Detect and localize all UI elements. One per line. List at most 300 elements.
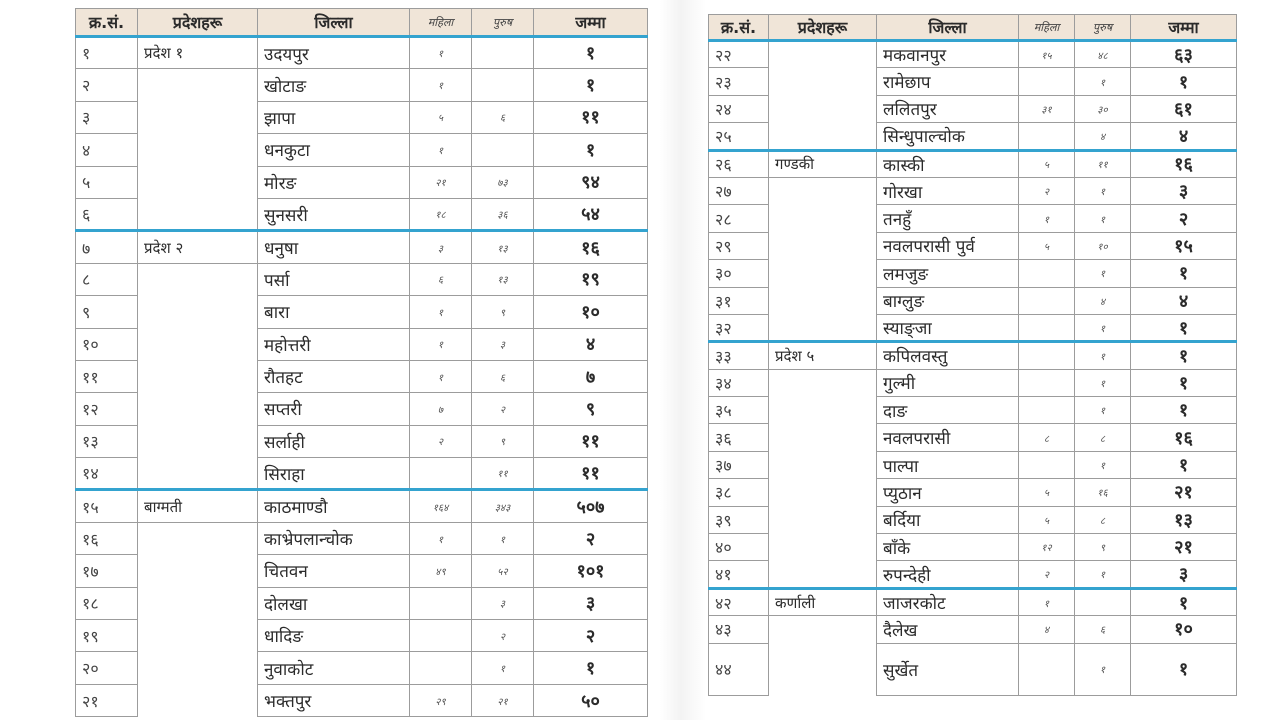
serial-number-cell: २०: [76, 652, 138, 684]
female-count-cell: २: [410, 425, 472, 457]
province-cell: [138, 587, 258, 619]
table-row: [76, 555, 648, 587]
district-cell: खोटाङ: [258, 69, 410, 101]
female-count-cell: १५: [1019, 41, 1075, 68]
total-count-cell: १: [1131, 588, 1237, 615]
female-count-cell: [1019, 123, 1075, 150]
serial-number-cell: ४२: [709, 588, 769, 615]
male-count-cell: ८: [1075, 506, 1131, 533]
serial-number-cell: ३६: [709, 424, 769, 451]
female-count-cell: १: [410, 522, 472, 554]
total-count-cell: ५०: [534, 684, 648, 716]
district-cell: पाल्पा: [877, 451, 1019, 478]
table-row: [709, 95, 1237, 122]
table-row: [709, 68, 1237, 95]
serial-number-cell: ३०: [709, 260, 769, 287]
female-count-cell: [1019, 369, 1075, 396]
female-count-cell: [1019, 451, 1075, 478]
female-count-cell: [1019, 260, 1075, 287]
serial-number-cell: १२: [76, 393, 138, 425]
header-total: जम्मा: [534, 9, 648, 37]
total-count-cell: १०१: [534, 555, 648, 587]
serial-number-cell: ७: [76, 231, 138, 263]
serial-number-cell: ४४: [709, 643, 769, 695]
total-count-cell: १: [534, 652, 648, 684]
male-count-cell: १६: [1075, 479, 1131, 506]
province-cell: [769, 95, 877, 122]
serial-number-cell: २७: [709, 177, 769, 204]
district-cell: रौतहट: [258, 360, 410, 392]
header-male: पुरुष: [472, 9, 534, 37]
header-district: जिल्ला: [258, 9, 410, 37]
total-count-cell: १: [1131, 451, 1237, 478]
male-count-cell: १: [1075, 314, 1131, 341]
district-cell: महोत्तरी: [258, 328, 410, 360]
female-count-cell: [1019, 342, 1075, 369]
table-row: [709, 205, 1237, 232]
male-count-cell: [472, 37, 534, 69]
male-count-cell: १: [1075, 561, 1131, 588]
male-count-cell: ८: [1075, 424, 1131, 451]
province-cell: [138, 620, 258, 652]
male-count-cell: २: [472, 393, 534, 425]
district-cell: सुर्खेत: [877, 643, 1019, 695]
table-header-row: [709, 15, 1237, 41]
serial-number-cell: १६: [76, 522, 138, 554]
province-cell: [138, 328, 258, 360]
female-count-cell: [1019, 397, 1075, 424]
district-cell: बाँके: [877, 534, 1019, 561]
female-count-cell: १: [410, 296, 472, 328]
total-count-cell: ११: [534, 101, 648, 133]
serial-number-cell: ३९: [709, 506, 769, 533]
female-count-cell: १: [410, 37, 472, 69]
total-count-cell: २: [534, 522, 648, 554]
total-count-cell: १३: [1131, 506, 1237, 533]
total-count-cell: १: [1131, 643, 1237, 695]
female-count-cell: [410, 652, 472, 684]
female-count-cell: ५: [1019, 150, 1075, 177]
male-count-cell: १: [1075, 397, 1131, 424]
table-row: [709, 424, 1237, 451]
header-province: प्रदेशहरू: [769, 15, 877, 41]
province-cell: [769, 314, 877, 341]
header-sn: क्र.सं.: [709, 15, 769, 41]
female-count-cell: १२: [1019, 534, 1075, 561]
serial-number-cell: १: [76, 37, 138, 69]
province-cell: प्रदेश २: [138, 231, 258, 263]
header-male: पुरुष: [1075, 15, 1131, 41]
province-cell: [769, 643, 877, 695]
district-cell: कपिलवस्तु: [877, 342, 1019, 369]
serial-number-cell: ४१: [709, 561, 769, 588]
total-count-cell: ९४: [534, 166, 648, 198]
table-row: [709, 588, 1237, 615]
serial-number-cell: ६: [76, 198, 138, 230]
province-cell: [769, 561, 877, 588]
total-count-cell: १: [534, 37, 648, 69]
district-cell: कास्की: [877, 150, 1019, 177]
female-count-cell: ५: [410, 101, 472, 133]
header-female: महिला: [410, 9, 472, 37]
total-count-cell: १: [1131, 369, 1237, 396]
male-count-cell: १: [1075, 342, 1131, 369]
total-count-cell: १: [1131, 314, 1237, 341]
province-cell: [769, 424, 877, 451]
male-count-cell: ६: [1075, 616, 1131, 643]
table-row: [709, 616, 1237, 643]
province-cell: [769, 41, 877, 68]
header-total: जम्मा: [1131, 15, 1237, 41]
district-cell: सर्लाही: [258, 425, 410, 457]
total-count-cell: १६: [1131, 424, 1237, 451]
province-cell: [138, 555, 258, 587]
province-cell: [138, 360, 258, 392]
total-count-cell: ११: [534, 425, 648, 457]
district-cell: बर्दिया: [877, 506, 1019, 533]
serial-number-cell: ८: [76, 263, 138, 295]
district-cell: दोलखा: [258, 587, 410, 619]
male-count-cell: ६: [472, 360, 534, 392]
district-cell: बारा: [258, 296, 410, 328]
district-cell: गुल्मी: [877, 369, 1019, 396]
male-count-cell: [472, 69, 534, 101]
total-count-cell: ५०७: [534, 490, 648, 522]
serial-number-cell: ४०: [709, 534, 769, 561]
district-cell: तनहुँ: [877, 205, 1019, 232]
female-count-cell: ७: [410, 393, 472, 425]
female-count-cell: ५: [1019, 479, 1075, 506]
total-count-cell: ६३: [1131, 41, 1237, 68]
total-count-cell: ४: [1131, 287, 1237, 314]
district-cell: चितवन: [258, 555, 410, 587]
district-cell: गोरखा: [877, 177, 1019, 204]
male-count-cell: १: [1075, 451, 1131, 478]
district-table-right: [708, 14, 1237, 696]
total-count-cell: १६: [534, 231, 648, 263]
serial-number-cell: ४: [76, 134, 138, 166]
female-count-cell: २१: [410, 166, 472, 198]
table-row: [709, 397, 1237, 424]
male-count-cell: ३०: [1075, 95, 1131, 122]
total-count-cell: ४: [534, 328, 648, 360]
province-cell: [138, 69, 258, 101]
table-row: [76, 101, 648, 133]
table-row: [76, 587, 648, 619]
serial-number-cell: २२: [709, 41, 769, 68]
district-cell: प्युठान: [877, 479, 1019, 506]
province-cell: [769, 123, 877, 150]
province-cell: [138, 425, 258, 457]
province-cell: [138, 101, 258, 133]
table-row: [76, 393, 648, 425]
serial-number-cell: ३: [76, 101, 138, 133]
female-count-cell: [1019, 287, 1075, 314]
table-row: [76, 328, 648, 360]
male-count-cell: ४: [1075, 287, 1131, 314]
district-cell: रामेछाप: [877, 68, 1019, 95]
serial-number-cell: ३५: [709, 397, 769, 424]
serial-number-cell: १९: [76, 620, 138, 652]
total-count-cell: २१: [1131, 534, 1237, 561]
province-cell: [769, 534, 877, 561]
district-cell: पर्सा: [258, 263, 410, 295]
female-count-cell: [1019, 643, 1075, 695]
total-count-cell: ९: [534, 393, 648, 425]
province-cell: [769, 205, 877, 232]
table-row: [709, 534, 1237, 561]
female-count-cell: १: [1019, 205, 1075, 232]
province-cell: [769, 68, 877, 95]
female-count-cell: ३: [410, 231, 472, 263]
serial-number-cell: ३४: [709, 369, 769, 396]
total-count-cell: ४: [1131, 123, 1237, 150]
table-row: [709, 479, 1237, 506]
table-row: [76, 425, 648, 457]
serial-number-cell: १४: [76, 458, 138, 490]
province-cell: [138, 166, 258, 198]
table-row: [76, 522, 648, 554]
male-count-cell: ३४३: [472, 490, 534, 522]
province-cell: [138, 134, 258, 166]
serial-number-cell: २९: [709, 232, 769, 259]
total-count-cell: २: [1131, 205, 1237, 232]
male-count-cell: १३: [472, 231, 534, 263]
serial-number-cell: २४: [709, 95, 769, 122]
province-cell: गण्डकी: [769, 150, 877, 177]
male-count-cell: १: [1075, 369, 1131, 396]
serial-number-cell: ११: [76, 360, 138, 392]
province-cell: [138, 198, 258, 230]
table-row: [76, 134, 648, 166]
district-cell: दाङ: [877, 397, 1019, 424]
district-cell: मोरङ: [258, 166, 410, 198]
district-cell: नुवाकोट: [258, 652, 410, 684]
total-count-cell: ३: [534, 587, 648, 619]
serial-number-cell: २१: [76, 684, 138, 716]
district-cell: धनकुटा: [258, 134, 410, 166]
table-row: [76, 684, 648, 716]
male-count-cell: ३: [472, 587, 534, 619]
female-count-cell: १: [410, 134, 472, 166]
district-table-left: [75, 8, 648, 717]
table-row: [76, 652, 648, 684]
district-cell: धादिङ: [258, 620, 410, 652]
female-count-cell: [1019, 68, 1075, 95]
serial-number-cell: ३२: [709, 314, 769, 341]
district-cell: झापा: [258, 101, 410, 133]
province-cell: [138, 522, 258, 554]
male-count-cell: [1075, 588, 1131, 615]
male-count-cell: [472, 134, 534, 166]
serial-number-cell: २८: [709, 205, 769, 232]
serial-number-cell: १३: [76, 425, 138, 457]
serial-number-cell: ५: [76, 166, 138, 198]
province-cell: [138, 263, 258, 295]
header-province: प्रदेशहरू: [138, 9, 258, 37]
total-count-cell: ७: [534, 360, 648, 392]
female-count-cell: १: [410, 360, 472, 392]
serial-number-cell: १५: [76, 490, 138, 522]
male-count-cell: ३६: [472, 198, 534, 230]
table-row: [709, 177, 1237, 204]
male-count-cell: १: [1075, 177, 1131, 204]
total-count-cell: १९: [534, 263, 648, 295]
total-count-cell: १: [534, 69, 648, 101]
district-cell: मकवानपुर: [877, 41, 1019, 68]
serial-number-cell: २: [76, 69, 138, 101]
table-row: [709, 451, 1237, 478]
male-count-cell: ९: [472, 425, 534, 457]
province-cell: [769, 232, 877, 259]
total-count-cell: १: [534, 134, 648, 166]
province-cell: कर्णाली: [769, 588, 877, 615]
header-female: महिला: [1019, 15, 1075, 41]
district-cell: स्याङ्जा: [877, 314, 1019, 341]
district-cell: बाग्लुङ: [877, 287, 1019, 314]
table-row: [76, 360, 648, 392]
province-cell: [769, 369, 877, 396]
table-row: [76, 458, 648, 490]
district-cell: नवलपरासी पुर्व: [877, 232, 1019, 259]
province-cell: [138, 296, 258, 328]
female-count-cell: १: [410, 69, 472, 101]
total-count-cell: ३: [1131, 177, 1237, 204]
serial-number-cell: १०: [76, 328, 138, 360]
female-count-cell: २: [1019, 561, 1075, 588]
district-cell: सप्तरी: [258, 393, 410, 425]
page-gutter: [660, 0, 706, 720]
table-row: [76, 490, 648, 522]
table-row: [709, 342, 1237, 369]
total-count-cell: १०: [534, 296, 648, 328]
male-count-cell: १: [1075, 643, 1131, 695]
female-count-cell: ५: [1019, 232, 1075, 259]
district-cell: धनुषा: [258, 231, 410, 263]
province-cell: [138, 393, 258, 425]
male-count-cell: ७३: [472, 166, 534, 198]
serial-number-cell: ३७: [709, 451, 769, 478]
table-row: [709, 123, 1237, 150]
female-count-cell: ३१: [1019, 95, 1075, 122]
female-count-cell: ४: [1019, 616, 1075, 643]
total-count-cell: १: [1131, 260, 1237, 287]
table-row: [709, 314, 1237, 341]
table-row: [709, 643, 1237, 695]
female-count-cell: २९: [410, 684, 472, 716]
table-row: [76, 69, 648, 101]
province-cell: [769, 177, 877, 204]
table-row: [76, 198, 648, 230]
table-row: [709, 506, 1237, 533]
province-cell: बाग्मती: [138, 490, 258, 522]
district-cell: सिराहा: [258, 458, 410, 490]
serial-number-cell: १७: [76, 555, 138, 587]
male-count-cell: ४: [1075, 123, 1131, 150]
total-count-cell: १: [1131, 397, 1237, 424]
province-cell: [138, 684, 258, 716]
table-row: [76, 166, 648, 198]
female-count-cell: [410, 587, 472, 619]
table-header-row: [76, 9, 648, 37]
female-count-cell: [1019, 314, 1075, 341]
male-count-cell: १: [1075, 68, 1131, 95]
province-cell: [769, 506, 877, 533]
female-count-cell: ५: [1019, 506, 1075, 533]
district-cell: काभ्रेपलान्चोक: [258, 522, 410, 554]
male-count-cell: २: [472, 620, 534, 652]
female-count-cell: २: [1019, 177, 1075, 204]
serial-number-cell: १८: [76, 587, 138, 619]
table-row: [709, 287, 1237, 314]
district-cell: ललितपुर: [877, 95, 1019, 122]
male-count-cell: ११: [1075, 150, 1131, 177]
male-count-cell: १: [472, 652, 534, 684]
province-cell: प्रदेश ५: [769, 342, 877, 369]
total-count-cell: ५४: [534, 198, 648, 230]
male-count-cell: १: [1075, 205, 1131, 232]
male-count-cell: ९: [1075, 534, 1131, 561]
total-count-cell: १: [1131, 68, 1237, 95]
female-count-cell: १६४: [410, 490, 472, 522]
province-cell: [138, 458, 258, 490]
table-row: [76, 231, 648, 263]
province-cell: [769, 287, 877, 314]
female-count-cell: [410, 620, 472, 652]
serial-number-cell: २५: [709, 123, 769, 150]
province-cell: [769, 616, 877, 643]
total-count-cell: ३: [1131, 561, 1237, 588]
total-count-cell: २: [534, 620, 648, 652]
province-cell: प्रदेश १: [138, 37, 258, 69]
province-cell: [769, 479, 877, 506]
serial-number-cell: ४३: [709, 616, 769, 643]
male-count-cell: १०: [1075, 232, 1131, 259]
total-count-cell: १: [1131, 342, 1237, 369]
header-sn: क्र.सं.: [76, 9, 138, 37]
table-row: [709, 41, 1237, 68]
male-count-cell: ६: [472, 101, 534, 133]
total-count-cell: १०: [1131, 616, 1237, 643]
table-row: [76, 296, 648, 328]
male-count-cell: ४८: [1075, 41, 1131, 68]
male-count-cell: १: [1075, 260, 1131, 287]
male-count-cell: २१: [472, 684, 534, 716]
district-cell: दैलेख: [877, 616, 1019, 643]
header-district: जिल्ला: [877, 15, 1019, 41]
total-count-cell: १५: [1131, 232, 1237, 259]
table-row: [76, 263, 648, 295]
district-cell: रुपन्देही: [877, 561, 1019, 588]
female-count-cell: ६: [410, 263, 472, 295]
serial-number-cell: २३: [709, 68, 769, 95]
table-row: [709, 369, 1237, 396]
total-count-cell: ११: [534, 458, 648, 490]
table-row: [709, 150, 1237, 177]
total-count-cell: २१: [1131, 479, 1237, 506]
serial-number-cell: ३८: [709, 479, 769, 506]
district-cell: जाजरकोट: [877, 588, 1019, 615]
province-cell: [138, 652, 258, 684]
male-count-cell: ११: [472, 458, 534, 490]
district-cell: भक्तपुर: [258, 684, 410, 716]
male-count-cell: १३: [472, 263, 534, 295]
province-cell: [769, 260, 877, 287]
female-count-cell: ८: [1019, 424, 1075, 451]
male-count-cell: ५२: [472, 555, 534, 587]
female-count-cell: १: [410, 328, 472, 360]
serial-number-cell: ९: [76, 296, 138, 328]
